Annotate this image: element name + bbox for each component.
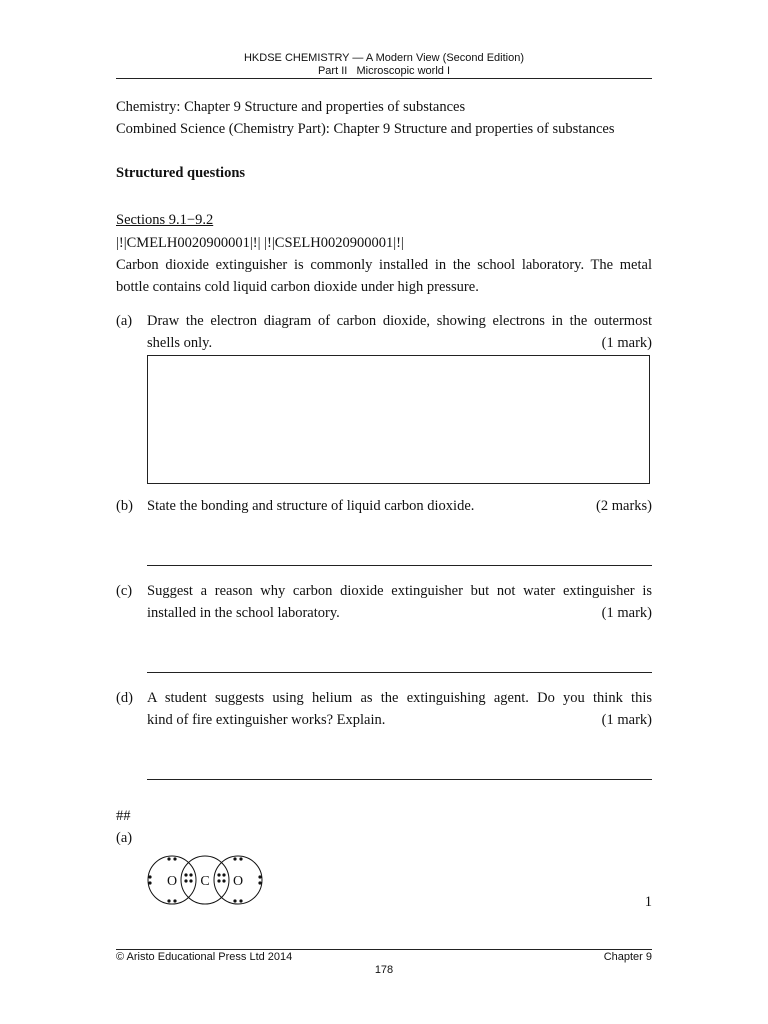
sections-reference: Sections 9.1−9.2	[116, 212, 214, 228]
part-b-label: (b)	[116, 498, 133, 514]
question-stem-line-1: Carbon dioxide extinguisher is commonly installed in the school laboratory. The metal	[116, 257, 652, 273]
answer-mark-value: 1	[644, 894, 652, 910]
section-heading: Structured questions	[116, 165, 246, 181]
part-a-answer-box[interactable]	[147, 355, 650, 484]
part-d-line-1: A student suggests using helium as the extinguishing agent. Do you think this	[147, 690, 652, 706]
part-b-answer-line[interactable]	[147, 565, 652, 566]
part-d-label: (d)	[116, 690, 133, 706]
atom-right-symbol: O	[232, 874, 244, 889]
part-d-answer-line[interactable]	[147, 779, 652, 780]
part-d-line-2: kind of fire extinguisher works? Explain.	[147, 712, 386, 728]
part-a-marks: (1 mark)	[601, 335, 652, 351]
part-c-line-1: Suggest a reason why carbon dioxide extinguisher but not water extinguisher is	[147, 583, 652, 599]
part-a-label: (a)	[116, 313, 133, 329]
part-b-line-1: State the bonding and structure of liquid carbon dioxide.	[147, 498, 475, 514]
header-rule	[116, 78, 652, 79]
part-c-answer-line[interactable]	[147, 672, 652, 673]
chapter-line-combined-science: Combined Science (Chemistry Part): Chapter 9 Structure and properties of substances	[116, 121, 615, 137]
answer-separator: ##	[116, 808, 131, 824]
footer-chapter: Chapter 9	[603, 951, 652, 963]
atom-left-symbol: O	[166, 874, 178, 889]
page-number: 178	[374, 964, 394, 976]
part-c-line-2: installed in the school laboratory.	[147, 605, 340, 621]
footer-rule	[116, 949, 652, 950]
part-d-marks: (1 mark)	[601, 712, 652, 728]
question-stem-line-2: bottle contains cold liquid carbon dioxide under high pressure.	[116, 279, 479, 295]
part-c-marks: (1 mark)	[601, 605, 652, 621]
chapter-line-chemistry: Chemistry: Chapter 9 Structure and properties of substances	[116, 99, 466, 115]
atom-center-symbol: C	[200, 874, 210, 889]
part-c-label: (c)	[116, 583, 133, 599]
answer-a-label: (a)	[116, 830, 133, 846]
part-a-line-2: shells only.	[147, 335, 213, 351]
part-a-line-1: Draw the electron diagram of carbon dioxide, showing electrons in the outermost	[147, 313, 652, 329]
part-title: Part II Microscopic world I	[317, 65, 451, 77]
part-b-marks: (2 marks)	[596, 498, 652, 514]
question-code: |!|CMELH0020900001|!| |!|CSELH0020900001|!|	[116, 235, 404, 251]
book-title: HKDSE CHEMISTRY — A Modern View (Second Edition)	[243, 52, 524, 64]
footer-copyright: © Aristo Educational Press Ltd 2014	[116, 951, 293, 963]
co2-electron-diagram	[140, 850, 275, 910]
